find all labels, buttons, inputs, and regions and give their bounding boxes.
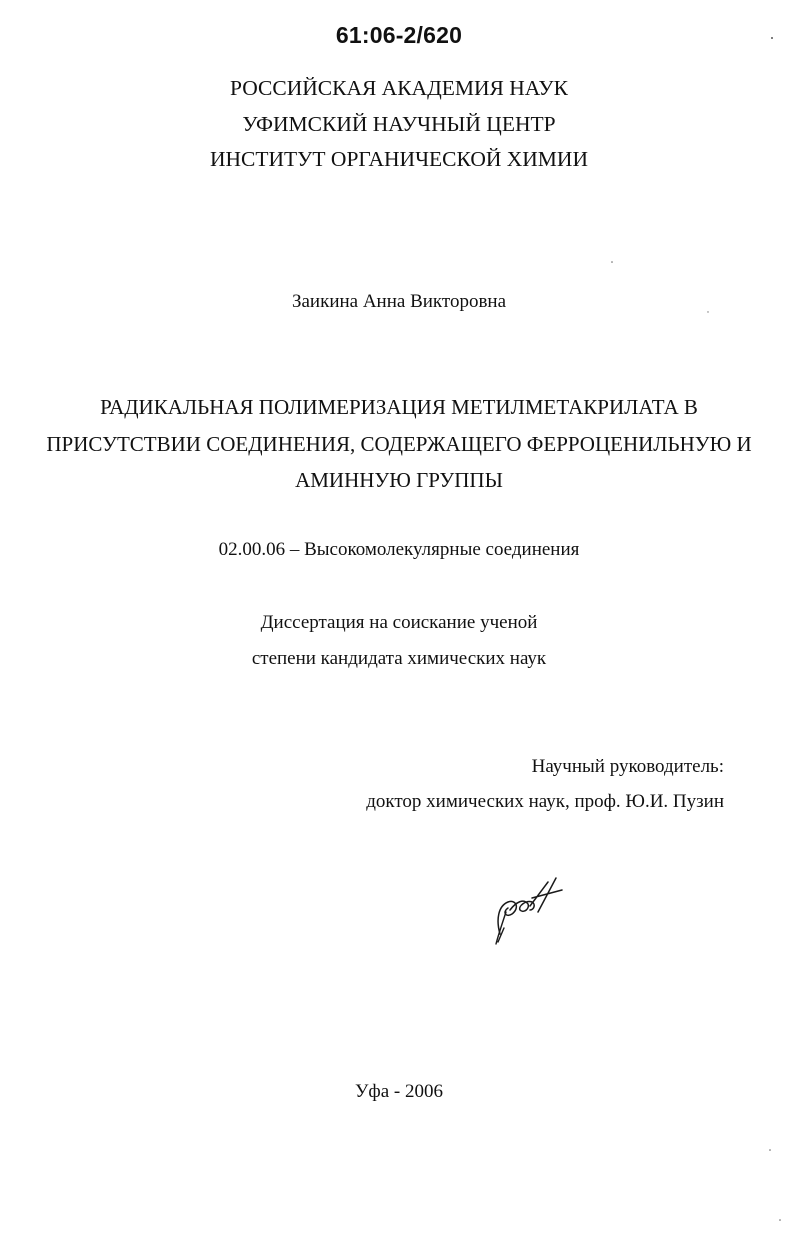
organization-line-1: РОССИЙСКАЯ АКАДЕМИЯ НАУК — [230, 76, 568, 100]
place-year: Уфа - 2006 — [354, 1081, 444, 1102]
degree-line-2: степени кандидата химических наук — [251, 648, 547, 669]
degree-line-1: Диссертация на соискание ученой — [260, 612, 538, 633]
author-name: Заикина Анна Викторовна — [291, 291, 507, 312]
catalog-code: 61:06-2/620 — [335, 22, 463, 48]
thesis-title-line-2: ПРИСУТСТВИИ СОЕДИНЕНИЯ, СОДЕРЖАЩЕГО ФЕРРОЦЕНИЛЬНУЮ И — [46, 432, 752, 456]
specialty: 02.00.06 – Высокомолекулярные соединения — [218, 539, 580, 560]
thesis-title-line-3: АМИННУЮ ГРУППЫ — [295, 468, 503, 492]
supervisor-label: Научный руководитель: — [531, 756, 724, 777]
organization-line-3: ИНСТИТУТ ОРГАНИЧЕСКОЙ ХИМИИ — [210, 147, 588, 171]
signature-icon — [486, 868, 568, 950]
supervisor-name: доктор химических наук, проф. Ю.И. Пузин — [366, 791, 724, 812]
organization-line-2: УФИМСКИЙ НАУЧНЫЙ ЦЕНТР — [242, 112, 556, 136]
thesis-title-line-1: РАДИКАЛЬНАЯ ПОЛИМЕРИЗАЦИЯ МЕТИЛМЕТАКРИЛАТА В — [100, 395, 698, 419]
